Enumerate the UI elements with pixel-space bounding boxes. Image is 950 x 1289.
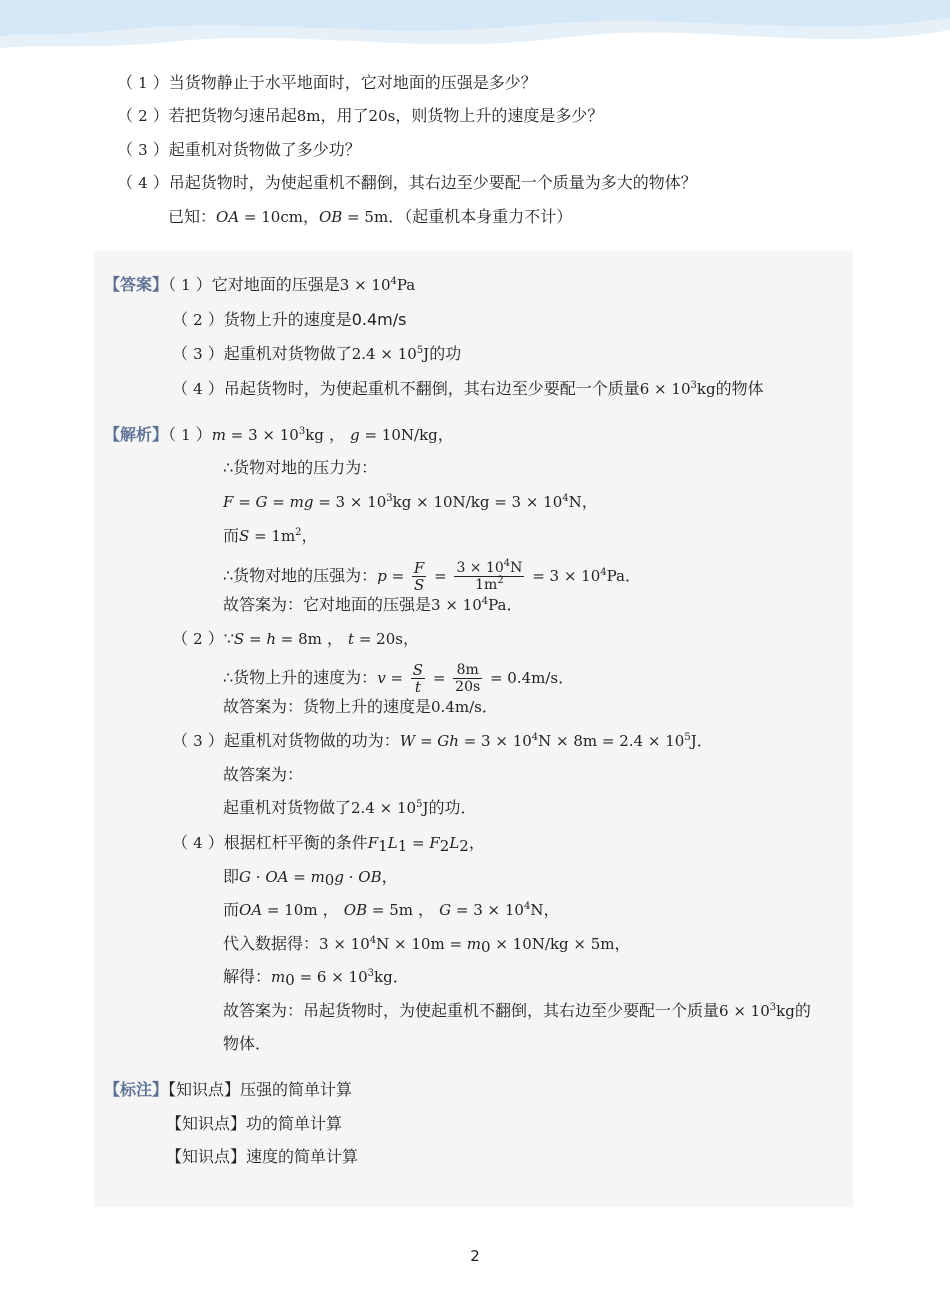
analysis-1-conclusion: 故答案为：它对地面的压强是$3 \times 10^4Pa$． <box>223 595 523 614</box>
analysis-part-1: 【解析】（ 1 ）$m = 3 \times 10^3kg$ ， g = 10N/kg， <box>104 425 454 444</box>
answer-line-4: （ 4 ）吊起货物时，为使起重机不翻倒，其右边至少要配一个质量$6 \times 10^3kg$的物体 <box>172 379 764 398</box>
analysis-1-force-eq: F = G = mg = $3 \times 10^3kg \times 10N/kg = 3 \times 10^4N$， <box>223 492 598 511</box>
analysis-2-conclusion: 故答案为：货物上升的速度是0.4m/s． <box>223 697 498 716</box>
answer-line-1: 【答案】（ 1 ）它对地面的压强是$3 \times 10^4Pa$ <box>104 275 416 294</box>
note-tag: 【标注】 <box>104 1080 169 1099</box>
question-4: （ 4 ）吊起货物时，为使起重机不翻倒，其右边至少要配一个质量为多大的物体？ <box>117 173 697 192</box>
analysis-1-force-title: ∴货物对地的压力为： <box>223 458 378 477</box>
analysis-1-area: 而$S = 1m^2$， <box>223 526 318 545</box>
answer-line-3: （ 3 ）起重机对货物做了$2.4 \times 10^5J$的功 <box>172 344 462 363</box>
analysis-part-3: （ 3 ）起重机对货物做的功为：$W = Gh = 3 \times 10^4N \times 8m = 2.4 \times 10^5J$． <box>172 731 713 750</box>
answer-tag: 【答案】 <box>104 275 169 294</box>
analysis-3-conclusion-1: 故答案为： <box>223 765 304 784</box>
analysis-4-solve: 解得：$m_0 = 6 \times 10^3kg$． <box>223 967 409 989</box>
analysis-1-pressure-eq: ∴货物对地的压强为：p = $\frac{F}{S}$ = $\frac{3 \times 10^4N}{1m^2}$ = $3 \times 10^4Pa$． <box>223 558 642 594</box>
question-2: （ 2 ）若把货物匀速吊起8m，用了20s，则货物上升的速度是多少？ <box>117 106 604 125</box>
question-3: （ 3 ）起重机对货物做了多少功？ <box>117 140 361 159</box>
analysis-3-conclusion-2: 起重机对货物做了$2.4 \times 10^5J$的功． <box>223 798 477 817</box>
analysis-part-4: （ 4 ）根据杠杆平衡的条件$F_1L_1 = F_2L_2$， <box>172 833 485 855</box>
analysis-part-2: （ 2 ）∵S = h = 8m ， t = 20s， <box>172 629 419 648</box>
note-line-3: 【知识点】速度的简单计算 <box>166 1147 359 1166</box>
page-number: 2 <box>470 1247 480 1265</box>
analysis-4-ie: 即G · OA = $m_0g$ · OB， <box>223 867 398 889</box>
analysis-2-speed-eq: ∴货物上升的速度为：v = $\frac{S}{t}$ = $\frac{8m}{20s}$ = 0.4m/s． <box>223 661 575 696</box>
analysis-4-values: 而OA = 10m ， OB = 5m ， $G = 3 \times 10^4N$， <box>223 900 560 919</box>
answer-line-2: （ 2 ）货物上升的速度是0.4m/s <box>172 310 407 329</box>
question-4-known: 已知：OA = 10cm，OB = 5m．（起重机本身重力不计） <box>168 207 573 226</box>
note-line-2: 【知识点】功的简单计算 <box>166 1114 343 1133</box>
analysis-tag: 【解析】 <box>104 425 169 444</box>
analysis-4-substitute: 代入数据得：$3 \times 10^4N \times 10m = m_0 \times 10N/kg \times 5m$， <box>223 934 631 956</box>
note-line-1: 【标注】【知识点】压强的简单计算 <box>104 1080 353 1099</box>
analysis-4-conclusion-1: 故答案为：吊起货物时，为使起重机不翻倒，其右边至少要配一个质量$6 \times 10^3kg$的 <box>223 1001 811 1020</box>
analysis-4-conclusion-2: 物体． <box>223 1034 272 1053</box>
question-1: （ 1 ）当货物静止于水平地面时，它对地面的压强是多少？ <box>117 73 537 92</box>
header-wave-decoration <box>0 0 950 70</box>
